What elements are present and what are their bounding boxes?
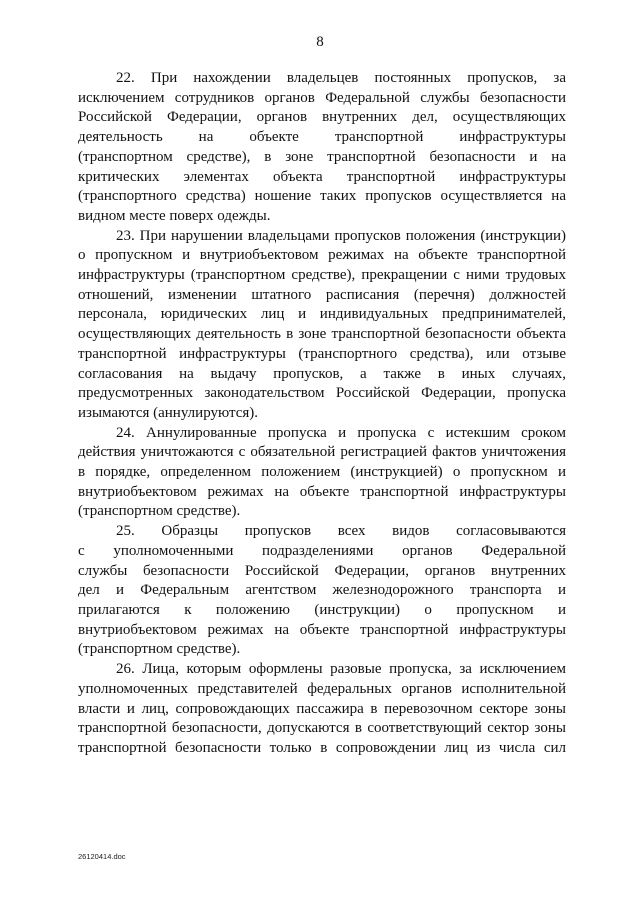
- text-line: отношений, изменении штатного расписания (перечня) должностей: [78, 286, 566, 303]
- text-line: инфраструктуры (транспортном средстве), прекращении с ними трудовых: [78, 267, 566, 284]
- text-line: (транспортного средства) ношение таких пропусков осуществляется на: [78, 188, 566, 205]
- text-line: (транспортном средстве).: [78, 503, 241, 520]
- text-line: согласования на выдачу пропусков, а также в иных случаях,: [78, 365, 566, 382]
- text-line: транспортной безопасности только в сопровождении лиц из числа сил: [78, 739, 566, 756]
- text-line: транспортной безопасности, допускаются в соответствующий сектор зоны: [78, 720, 566, 737]
- text-line: видном месте поверх одежды.: [78, 207, 271, 224]
- text-line: дел и Федеральным агентством железнодорожного транспорта и: [78, 582, 566, 599]
- page-number: 8: [316, 34, 324, 50]
- paragraph-24: [78, 424, 566, 523]
- text-line: внутриобъектовом режимах на объекте транспортной инфраструктуры: [78, 621, 566, 638]
- text-line: службы безопасности Российской Федерации, органов внутренних: [78, 562, 566, 579]
- text-line: с уполномоченными подразделениями органов Федеральной: [78, 542, 566, 559]
- paragraph-23: [78, 227, 566, 424]
- paragraph-26: [78, 660, 566, 759]
- text-line: власти и лиц, сопровождающих пассажира в перевозочном секторе зоны: [78, 700, 566, 717]
- paragraph-22: [78, 69, 566, 227]
- text-line: 26. Лица, которым оформлены разовые пропуска, за исключением: [116, 661, 566, 678]
- text-line: деятельность на объекте транспортной инфраструктуры: [78, 129, 566, 146]
- file-code: 26120414.doc: [78, 852, 126, 861]
- paragraph-25: [78, 522, 566, 660]
- text-line: о пропускном и внутриобъектовом режимах на объекте транспортной: [78, 247, 566, 264]
- text-line: 22. При нахождении владельцев постоянных пропусков, за: [116, 70, 566, 86]
- text-line: 23. При нарушении владельцами пропусков положения (инструкции): [116, 227, 566, 244]
- text-line: 25. Образцы пропусков всех видов согласовываются: [116, 523, 566, 540]
- text-line: транспортной инфраструктуры (транспортного средства), или отзыве: [78, 345, 566, 362]
- text-line: уполномоченных представителей федеральных органов исполнительной: [78, 680, 566, 697]
- text-line: действия уничтожаются с обязательной регистрацией фактов уничтожения: [78, 444, 566, 461]
- text-line: в порядке, определенном положением (инструкцией) о пропускном и: [78, 464, 566, 481]
- text-line: изымаются (аннулируются).: [78, 404, 259, 421]
- text-line: Российской Федерации, органов внутренних дел, осуществляющих: [78, 109, 566, 126]
- text-line: исключением сотрудников органов Федеральной службы безопасности: [78, 89, 566, 106]
- text-line: 24. Аннулированные пропуска и пропуска с истекшим сроком: [116, 424, 566, 441]
- text-line: внутриобъектовом режимах на объекте транспортной инфраструктуры: [78, 483, 566, 500]
- text-line: предусмотренных законодательством Российской Федерации, пропуска: [78, 385, 566, 402]
- text-line: осуществляющих деятельность в зоне транспортной безопасности объекта: [78, 326, 566, 343]
- text-line: (транспортном средстве), в зоне транспортной безопасности и на: [78, 148, 566, 165]
- document-body: [78, 69, 566, 759]
- text-line: критических элементах объекта транспортной инфраструктуры: [78, 168, 566, 185]
- text-line: (транспортном средстве).: [78, 641, 241, 658]
- text-line: прилагаются к положению (инструкции) о пропускном и: [78, 601, 566, 618]
- text-line: персонала, юридических лиц и индивидуальных предпринимателей,: [78, 306, 566, 323]
